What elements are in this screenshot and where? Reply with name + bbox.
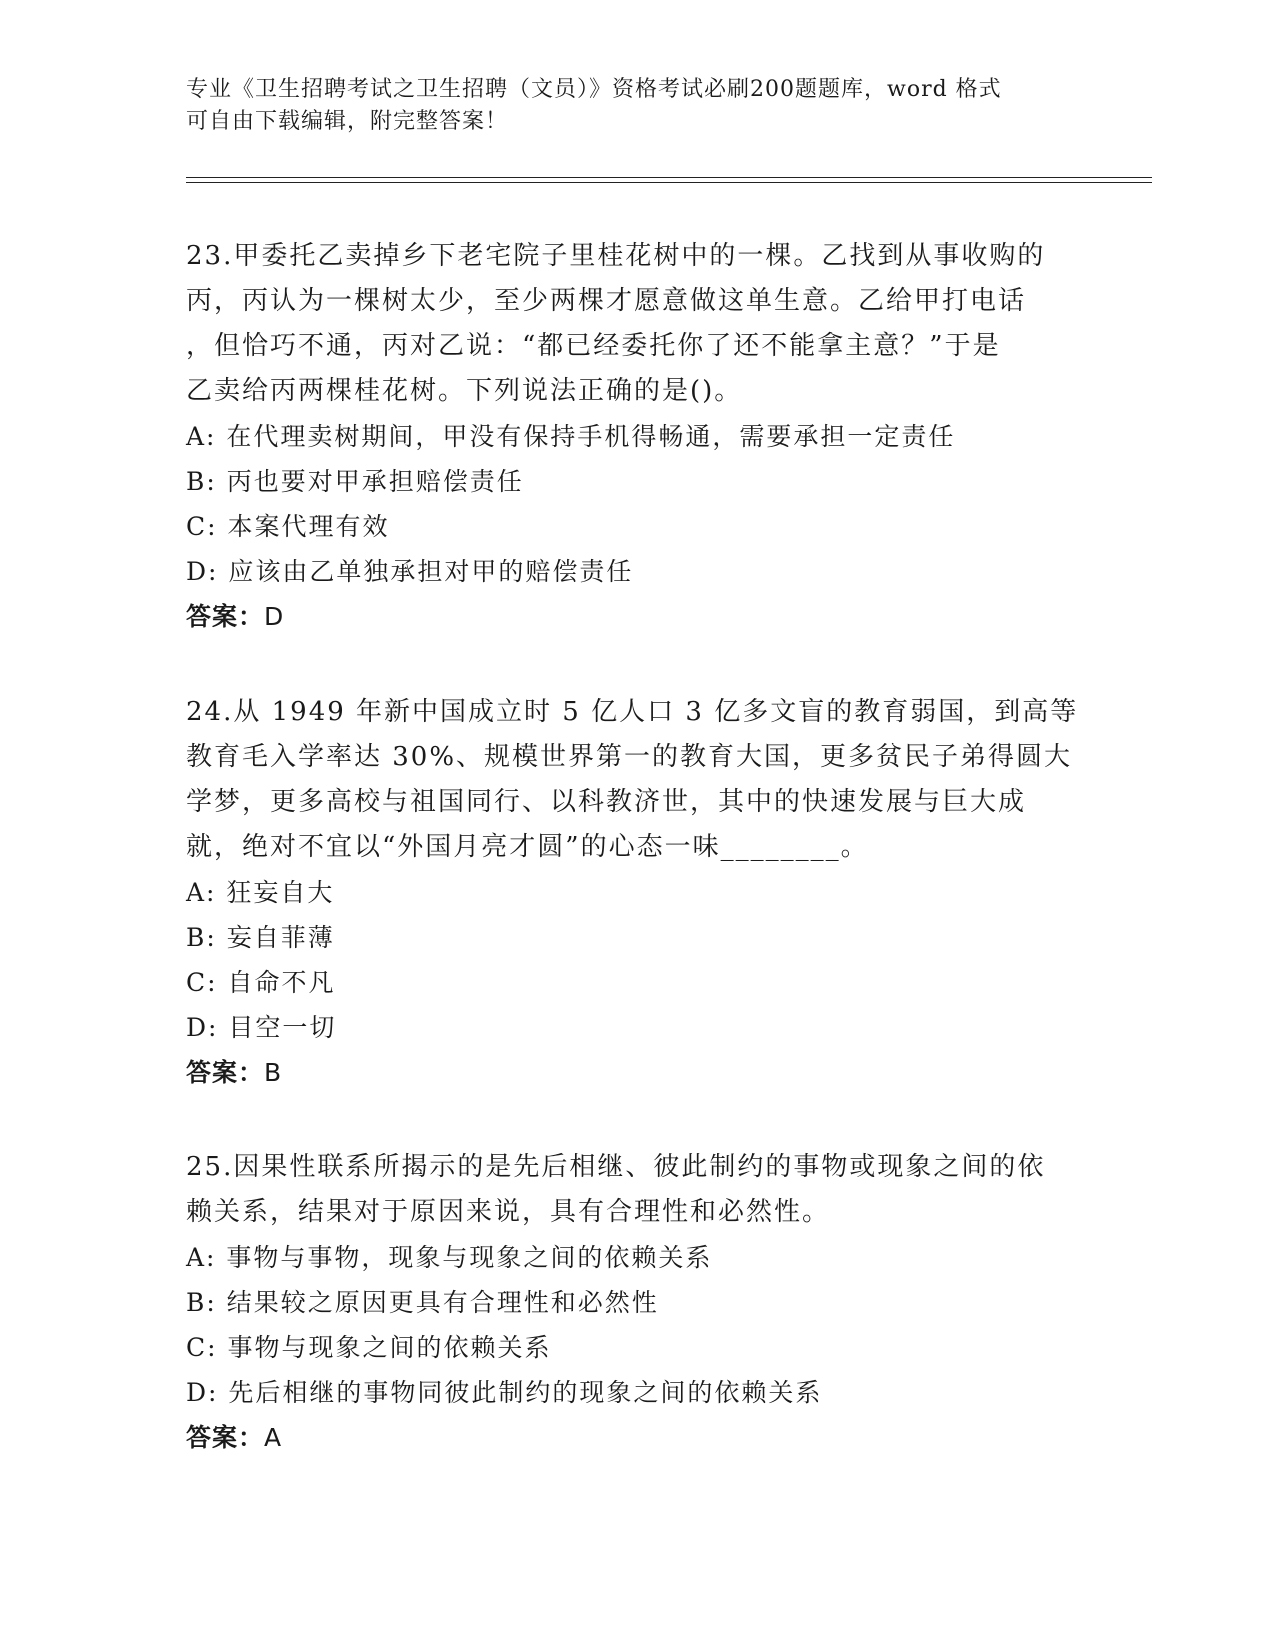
stem-line: 就，绝对不宜以“外国月亮才圆”的心态一味________。 [186, 832, 869, 862]
question-24 [186, 690, 1086, 1095]
question-stem [186, 1145, 1086, 1235]
stem-line: 乙卖给丙两棵桂花树。下列说法正确的是()。 [186, 376, 743, 406]
stem-line: 丙，丙认为一棵树太少，至少两棵才愿意做这单生意。乙给甲打电话 [186, 286, 1027, 316]
question-23 [186, 234, 1086, 639]
answer-line [186, 1415, 1086, 1460]
option-b: B: 妄自菲薄 [186, 923, 335, 952]
option-a: A: 在代理卖树期间，甲没有保持手机得畅通，需要承担一定责任 [186, 422, 956, 451]
option-d: D: 应该由乙单独承担对甲的赔偿责任 [186, 557, 634, 586]
stem-line: ，但恰巧不通，丙对乙说：“都已经委托你了还不能拿主意？”于是 [186, 331, 1001, 361]
option-c: C: 自命不凡 [186, 968, 336, 997]
header-line-1: 专业《卫生招聘考试之卫生招聘（文员）》资格考试必刷200题题库，word 格式 [186, 77, 1002, 102]
stem-line: 24.从 1949 年新中国成立时 5 亿人口 3 亿多文盲的教育弱国，到高等 [186, 697, 1079, 727]
answer-label: 答案： [186, 1058, 265, 1087]
option-d: D: 目空一切 [186, 1013, 337, 1042]
stem-line: 教育毛入学率达 30%、规模世界第一的教育大国，更多贫民子弟得圆大 [186, 742, 1073, 772]
stem-line: 23.甲委托乙卖掉乡下老宅院子里桂花树中的一棵。乙找到从事收购的 [186, 241, 1046, 271]
answer-line [186, 594, 1086, 639]
question-stem [186, 690, 1086, 870]
option-a: A: 狂妄自大 [186, 878, 335, 907]
question-25 [186, 1145, 1086, 1460]
option-c: C: 事物与现象之间的依赖关系 [186, 1333, 552, 1362]
header-divider-top [186, 177, 1152, 178]
stem-line: 25.因果性联系所揭示的是先后相继、彼此制约的事物或现象之间的依 [186, 1152, 1046, 1182]
answer-value: B [264, 1058, 283, 1087]
answer-label: 答案： [186, 1423, 265, 1452]
option-d: D: 先后相继的事物同彼此制约的现象之间的依赖关系 [186, 1378, 823, 1407]
option-c: C: 本案代理有效 [186, 512, 390, 541]
option-a: A: 事物与事物，现象与现象之间的依赖关系 [186, 1243, 713, 1272]
header-divider-bottom [186, 182, 1152, 183]
document-header [186, 74, 1086, 138]
header-line-2: 可自由下载编辑，附完整答案！ [186, 109, 509, 134]
stem-line: 赖关系，结果对于原因来说，具有合理性和必然性。 [186, 1197, 831, 1227]
answer-value: D [264, 602, 285, 631]
option-b: B: 丙也要对甲承担赔偿责任 [186, 467, 524, 496]
stem-line: 学梦，更多高校与祖国同行、以科教济世，其中的快速发展与巨大成 [186, 787, 1027, 817]
answer-line [186, 1050, 1086, 1095]
option-b: B: 结果较之原因更具有合理性和必然性 [186, 1288, 659, 1317]
answer-value: A [264, 1423, 283, 1452]
question-stem [186, 234, 1086, 414]
answer-label: 答案： [186, 602, 265, 631]
